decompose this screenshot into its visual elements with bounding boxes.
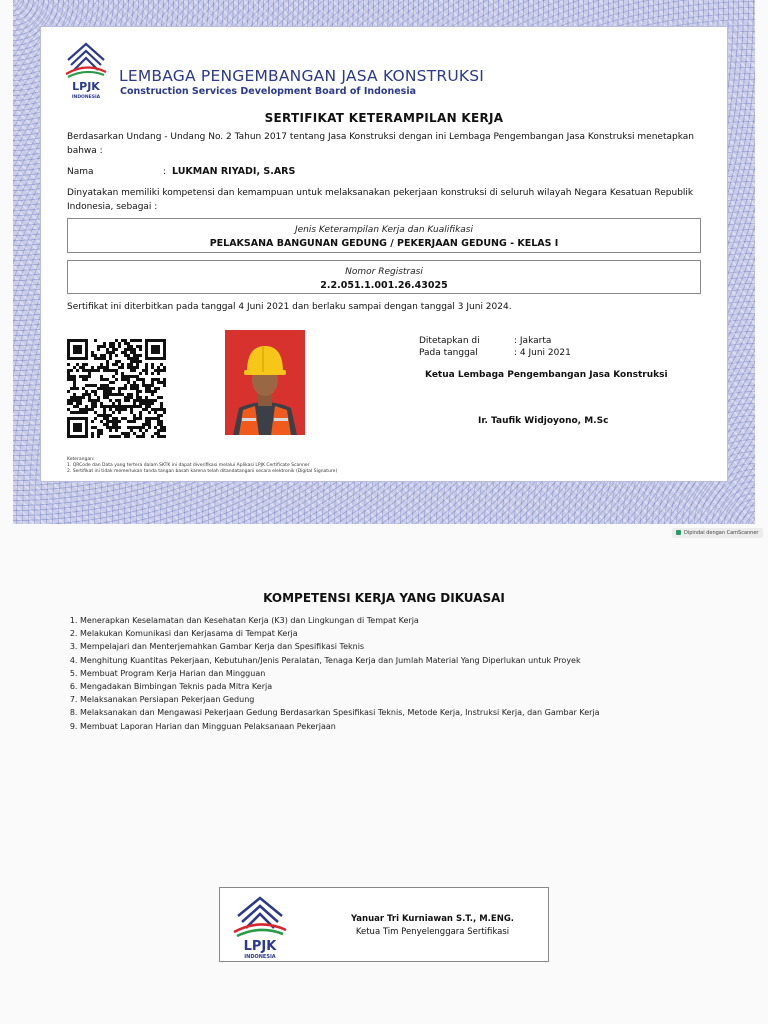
name-label: Nama [67,167,94,177]
camscanner-badge [672,528,763,538]
signature-box [219,887,549,962]
name-separator: : [163,167,167,177]
skill-box [67,218,701,253]
competency-item: 1. Menerapkan Keselamatan dan Kesehatan Kerja (K3) dan Lingkungan di Tempat Kerja [80,614,724,627]
notes-label: Keterangan: [67,457,95,462]
registration-caption: Nomor Registrasi [345,267,423,277]
qr-code [67,339,166,438]
registration-number: 2.2.051.1.001.26.43025 [320,280,448,291]
footer-logo-text: LPJK [243,939,277,954]
place-value: : Jakarta [514,336,552,346]
notes [67,457,467,475]
footer-logo-sub: INDONESIA [244,954,276,960]
logo-sub: INDONESIA [71,95,101,100]
org-name: LEMBAGA PENGEMBANGAN JASA KONSTRUKSI [119,67,485,85]
place-label: Ditetapkan di [419,336,480,346]
camscanner-icon [676,530,681,535]
date-label: Pada tanggal [419,348,478,358]
logo-text: LPJK [72,80,100,93]
date-value: : 4 Juni 2021 [514,348,571,358]
note-2: 2. Sertifikat ini tidak memerlukan tanda tangan basah karena telah ditandatangani secara elektronik (Digital Signature) [67,469,338,474]
holder-name: LUKMAN RIYADI, S.ARS [172,166,296,177]
competency-item: 4. Menghitung Kuantitas Pekerjaan, Kebutuhan/Jenis Peralatan, Tenaga Kerja dan Jumlah Material Yang Diperlukan untuk Proyek [80,654,724,667]
holder-photo [225,330,305,435]
competency-item: 7. Melaksanakan Persiapan Pekerjaan Gedung [80,693,724,706]
lpjk-logo-footer [228,892,292,960]
org-name-english: Construction Services Development Board of Indonesia [120,86,416,97]
certificate-title: SERTIFIKAT KETERAMPILAN KERJA [264,111,504,125]
competency-item: 9. Membuat Laporan Harian dan Mingguan Pelaksanaan Pekerjaan [80,720,724,733]
competency-item: 3. Mempelajari dan Menterjemahkan Gambar Kerja dan Spesifikasi Teknis [80,640,724,653]
signer-title: Ketua Lembaga Pengembangan Jasa Konstruksi [425,370,668,380]
competency-item: 2. Melakukan Komunikasi dan Kerjasama di Tempat Kerja [80,627,724,640]
validity-text: Sertifikat ini diterbitkan pada tanggal 4 Juni 2021 dan berlaku sampai dengan tanggal 3 Juni 2024. [67,302,512,312]
signer-name: Ir. Taufik Widjoyono, M.Sc [478,416,609,426]
footer-signer-name: Yanuar Tri Kurniawan S.T., M.ENG. [350,914,515,924]
note-1: 1. QRCode dan Data yang tertera dalam SKTK ini dapat diverifikasi melalui Aplikasi LPJK Certificate Scanner [67,463,310,468]
statement-text: Dinyatakan memiliki kompetensi dan kemampuan untuk melaksanakan pekerjaan konstruksi di seluruh wilayah Negara Kesatuan Republik Indonesia, sebagai : [67,188,694,212]
footer-signer-role: Ketua Tim Penyelenggara Sertifikasi [355,927,510,937]
lpjk-logo [62,38,110,100]
skill-caption: Jenis Keterampilan Kerja dan Kualifikasi [294,225,473,235]
competencies-title: KOMPETENSI KERJA YANG DIKUASAI [263,591,505,605]
camscanner-label: Dipindai dengan CamScanner [684,530,759,536]
competency-item: 6. Mengadakan Bimbingan Teknis pada Mitra Kerja [80,680,724,693]
competency-list [64,614,724,733]
intro-text: Berdasarkan Undang - Undang No. 2 Tahun 2017 tentang Jasa Konstruksi dengan ini Lembaga Pengembangan Jasa Konstruksi menetapkan bahwa : [67,132,694,156]
competency-item: 8. Melaksanakan dan Mengawasi Pekerjaan Gedung Berdasarkan Spesifikasi Teknis, Metode Kerja, Instruksi Kerja, dan Gambar Kerja [80,706,724,719]
skill-value: PELAKSANA BANGUNAN GEDUNG / PEKERJAAN GEDUNG - KELAS I [209,238,559,249]
competency-item: 5. Membuat Program Kerja Harian dan Mingguan [80,667,724,680]
registration-box [67,260,701,294]
